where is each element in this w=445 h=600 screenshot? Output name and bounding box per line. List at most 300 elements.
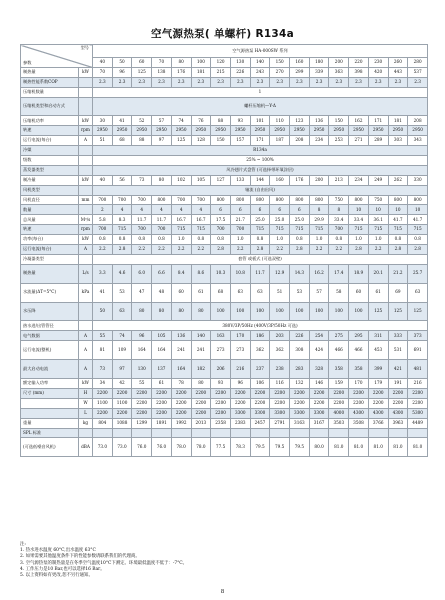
model-cell: 120	[211, 58, 231, 68]
table-cell: 0.8	[191, 235, 211, 245]
table-cell: 2200	[329, 398, 349, 408]
table-cell: 191	[388, 379, 408, 389]
table-cell: 2.2	[152, 245, 172, 255]
table-cell: 41.7	[388, 215, 408, 225]
table-cell: 81.0	[408, 438, 428, 457]
table-cell: 398	[349, 67, 369, 77]
table-cell: 2200	[191, 388, 211, 398]
table-cell: 93	[211, 379, 231, 389]
row-label: 水流量(ΔT=5°C)	[21, 283, 79, 302]
table-cell: 2950	[329, 126, 349, 136]
row-unit: A	[79, 136, 93, 146]
table-cell: 289	[368, 136, 388, 146]
table-cell: 2200	[408, 388, 428, 398]
table-cell: 2200	[368, 388, 388, 398]
table-cell: 77.5	[211, 438, 231, 457]
table-cell: 2200	[250, 388, 270, 398]
table-cell: 2.2	[93, 245, 113, 255]
table-cell: 237	[250, 360, 270, 379]
table-cell: 2.3	[270, 77, 290, 87]
table-cell: 2200	[329, 388, 349, 398]
table-cell: 700	[93, 225, 113, 235]
table-cell: 63	[250, 283, 270, 302]
table-row	[21, 146, 428, 156]
note-item: 2. 如果需要其他温度条件下的性能参数请联系我们的代理商。	[20, 554, 140, 560]
table-row	[21, 77, 428, 87]
table-cell: 80	[152, 175, 172, 185]
row-label: 级数	[21, 156, 79, 166]
table-cell: 79.5	[290, 438, 310, 457]
table-cell: 234	[349, 175, 369, 185]
table-cell: 3300	[250, 408, 270, 418]
page-number: 8	[220, 589, 225, 595]
table-row	[21, 67, 428, 77]
table-cell: 2950	[230, 126, 250, 136]
table-cell: 76	[191, 116, 211, 126]
table-cell: 420	[368, 67, 388, 77]
table-cell: 421	[388, 360, 408, 379]
table-cell: 443	[388, 67, 408, 77]
table-cell: 4	[132, 205, 152, 215]
table-cell: 208	[408, 116, 428, 126]
table-cell: 187	[270, 136, 290, 146]
table-cell	[132, 428, 152, 438]
table-cell: 800	[270, 195, 290, 205]
table-cell: 2200	[309, 388, 329, 398]
row-unit: kW	[79, 175, 93, 185]
table-cell: 17.5	[211, 215, 231, 225]
table-cell: 213	[329, 175, 349, 185]
table-cell: 2200	[132, 398, 152, 408]
table-cell: 800	[408, 195, 428, 205]
table-cell: 181	[191, 67, 211, 77]
row-label: 功率(每台)	[21, 235, 79, 245]
table-row	[21, 156, 428, 166]
row-unit	[79, 97, 93, 116]
row-unit: mm	[79, 195, 93, 205]
row-span-value: 380V/3P/50Hz (400V/3P/50Hz 可选)	[93, 321, 428, 331]
table-cell: 3167	[309, 418, 329, 428]
row-label: 冷媒	[21, 146, 79, 156]
row-label: 压缩机功率	[21, 116, 79, 126]
table-cell: 4300	[388, 408, 408, 418]
table-cell: 76.0	[132, 438, 152, 457]
table-cell: 4	[112, 205, 132, 215]
table-cell: 74	[112, 331, 132, 341]
table-cell: 804	[93, 418, 113, 428]
table-cell: 81.0	[368, 438, 388, 457]
table-cell	[290, 428, 310, 438]
table-cell: 358	[329, 360, 349, 379]
table-cell: 2200	[230, 398, 250, 408]
table-cell: 10	[368, 205, 388, 215]
table-cell: 0.8	[211, 235, 231, 245]
row-label: 重量	[21, 418, 79, 428]
table-cell: 69	[388, 283, 408, 302]
table-cell: 186	[250, 331, 270, 341]
table-cell: 53	[112, 283, 132, 302]
table-row	[21, 205, 428, 215]
note-item: 4. 工作压力是10 Bar,也可以选择16 Bar。	[20, 566, 105, 572]
row-label: 风机直径	[21, 195, 79, 205]
table-cell: 150	[211, 136, 231, 146]
table-cell: 88	[211, 116, 231, 126]
table-cell: 2013	[191, 418, 211, 428]
table-cell: 299	[290, 67, 310, 77]
row-unit: M³/s	[79, 215, 93, 225]
table-cell	[250, 428, 270, 438]
table-cell: 715	[368, 225, 388, 235]
table-cell: 2.3	[250, 77, 270, 87]
table-cell: 311	[368, 331, 388, 341]
table-cell: 176	[171, 67, 191, 77]
table-cell: 453	[368, 341, 388, 360]
table-cell: 68	[112, 136, 132, 146]
note-item: 3. 空气源热泵的制热量是在冬季空气温度10°C下测定。环境最低温度不低于：-7°C。	[20, 560, 188, 566]
table-cell: 5.8	[93, 215, 113, 225]
row-unit	[79, 165, 93, 175]
table-cell: 226	[230, 67, 250, 77]
table-cell: 715	[171, 225, 191, 235]
table-cell: 4489	[408, 418, 428, 428]
table-cell: 1.0	[270, 235, 290, 245]
table-cell: 700	[132, 195, 152, 205]
table-row	[21, 165, 428, 175]
table-cell: 2.3	[132, 77, 152, 87]
table-cell: 0.8	[250, 235, 270, 245]
table-cell: 339	[309, 67, 329, 77]
table-cell: 2200	[290, 398, 310, 408]
table-cell: 399	[368, 360, 388, 379]
table-cell: 33.4	[329, 215, 349, 225]
row-span-value: 风冷翅片式盘管 (可选择带环氧涂层)	[93, 165, 428, 175]
table-cell: 93	[230, 116, 250, 126]
table-cell: 159	[329, 379, 349, 389]
table-cell: 2.2	[368, 245, 388, 255]
header-param-label: 参数	[23, 60, 32, 66]
table-cell: 6	[211, 205, 231, 215]
table-cell: 0.8	[152, 235, 172, 245]
row-unit	[79, 302, 93, 321]
table-cell: 2.3	[211, 77, 231, 87]
table-cell: 362	[270, 341, 290, 360]
row-span-value: 25% ~ 100%	[93, 156, 428, 166]
table-cell: 2200	[152, 408, 172, 418]
table-cell: 1088	[112, 418, 132, 428]
table-cell: 52	[132, 116, 152, 126]
table-cell: 0.8	[408, 235, 428, 245]
table-cell: 100	[270, 302, 290, 321]
table-row	[21, 136, 428, 146]
table-row	[21, 245, 428, 255]
model-cell: 40	[93, 58, 113, 68]
row-unit: dBA	[79, 438, 93, 457]
row-unit: rpm	[79, 225, 93, 235]
table-cell: 105	[191, 175, 211, 185]
table-cell: 2791	[270, 418, 290, 428]
table-cell: 715	[290, 225, 310, 235]
table-cell: 125	[132, 67, 152, 77]
table-cell: 100	[290, 302, 310, 321]
notes-heading: 注:	[20, 542, 26, 547]
table-cell: 2.3	[290, 77, 310, 87]
table-cell: 0.8	[329, 235, 349, 245]
table-cell: 343	[408, 136, 428, 146]
table-cell: 1992	[171, 418, 191, 428]
table-cell: 1100	[112, 398, 132, 408]
table-cell: 128	[191, 136, 211, 146]
table-cell: 60	[171, 283, 191, 302]
table-cell: 157	[230, 136, 250, 146]
table-cell: 2200	[112, 408, 132, 418]
table-cell: 163	[211, 331, 231, 341]
table-cell: 144	[250, 175, 270, 185]
table-cell: 308	[290, 341, 310, 360]
row-unit: L/s	[79, 264, 93, 283]
table-cell: 2200	[93, 408, 113, 418]
row-label: 尺寸 (mm)	[21, 388, 79, 398]
table-cell: 60	[349, 283, 369, 302]
table-cell: 2200	[388, 398, 408, 408]
table-cell	[191, 428, 211, 438]
table-row	[21, 264, 428, 283]
series-header: 空气源热泵 HA-000SW 系列	[93, 45, 428, 58]
table-cell: 2200	[152, 398, 172, 408]
table-cell: 700	[329, 225, 349, 235]
table-cell: 424	[309, 341, 329, 360]
row-label: 风机类型	[21, 185, 79, 195]
table-cell: 700	[93, 195, 113, 205]
row-unit: kg	[79, 418, 93, 428]
table-cell: 2200	[270, 388, 290, 398]
table-cell: 17.4	[329, 264, 349, 283]
table-cell: 715	[349, 225, 369, 235]
table-cell: 243	[250, 67, 270, 77]
table-cell: 2200	[211, 398, 231, 408]
row-label: 制热性能系数COP	[21, 77, 79, 87]
table-cell: 55	[132, 379, 152, 389]
row-unit	[79, 146, 93, 156]
table-cell: 80	[132, 302, 152, 321]
table-cell: 127	[211, 175, 231, 185]
table-row	[21, 428, 428, 438]
table-cell: 63	[112, 302, 132, 321]
table-cell: 715	[408, 225, 428, 235]
table-cell: 2950	[93, 126, 113, 136]
row-label: 数量	[21, 205, 79, 215]
table-cell: 5300	[408, 408, 428, 418]
table-cell	[230, 428, 250, 438]
table-cell: 21.7	[230, 215, 250, 225]
table-cell: 101	[250, 116, 270, 126]
table-row	[21, 398, 428, 408]
table-cell: 8.4	[171, 264, 191, 283]
table-row	[21, 302, 428, 321]
table-cell: 373	[408, 331, 428, 341]
table-cell: 2.2	[132, 245, 152, 255]
row-span-value: 1	[93, 87, 428, 97]
row-label: 转速	[21, 126, 79, 136]
table-cell: 137	[152, 360, 172, 379]
row-unit: A	[79, 245, 93, 255]
table-cell: 138	[152, 67, 172, 77]
table-cell: 74	[171, 116, 191, 126]
row-unit: A	[79, 360, 93, 379]
table-cell: 130	[132, 360, 152, 379]
row-unit: A	[79, 331, 93, 341]
table-cell: 2.2	[191, 245, 211, 255]
table-cell: 2950	[349, 126, 369, 136]
table-cell: 715	[388, 225, 408, 235]
table-cell: 57	[309, 283, 329, 302]
table-cell: 2.3	[349, 77, 369, 87]
table-cell: 1100	[93, 398, 113, 408]
table-row	[21, 215, 428, 225]
table-cell: 750	[368, 195, 388, 205]
table-cell: 2950	[408, 126, 428, 136]
row-span-value: 螺杆压缩机—Y-Δ	[93, 97, 428, 116]
table-cell: 2950	[368, 126, 388, 136]
table-cell: 750	[329, 195, 349, 205]
table-cell: 136	[309, 116, 329, 126]
table-cell: 6	[230, 205, 250, 215]
table-cell: 531	[388, 341, 408, 360]
table-cell: 208	[290, 136, 310, 146]
table-cell: 1299	[132, 418, 152, 428]
table-cell: 715	[270, 225, 290, 235]
header-model-label: 型号	[80, 45, 89, 50]
table-row	[21, 225, 428, 235]
table-cell: 2.3	[309, 77, 329, 87]
table-cell: 2200	[171, 388, 191, 398]
model-cell: 100	[191, 58, 211, 68]
table-cell: 700	[132, 225, 152, 235]
table-cell: 2950	[191, 126, 211, 136]
table-cell: 81.0	[388, 438, 408, 457]
row-label: 制热量	[21, 264, 79, 283]
table-cell: 2	[93, 205, 113, 215]
table-cell: 100	[211, 302, 231, 321]
table-cell: 254	[309, 331, 329, 341]
table-cell: 363	[329, 67, 349, 77]
table-cell: 25.0	[250, 215, 270, 225]
header-corner	[21, 45, 93, 68]
table-row	[21, 116, 428, 126]
table-cell: 715	[112, 225, 132, 235]
table-cell: 181	[388, 116, 408, 126]
table-cell: 2200	[171, 408, 191, 418]
table-cell: 2.2	[309, 245, 329, 255]
model-cell: 70	[152, 58, 172, 68]
table-cell: 80	[191, 379, 211, 389]
table-cell: 4.6	[112, 264, 132, 283]
table-cell: 295	[349, 331, 369, 341]
table-cell: 73	[132, 175, 152, 185]
note-item: 1. 热水进水温度 60°C,出水温度 63°C	[20, 548, 96, 554]
table-cell: 800	[152, 195, 172, 205]
table-cell	[368, 428, 388, 438]
table-cell: 2.8	[211, 245, 231, 255]
table-cell: 2200	[132, 408, 152, 418]
table-cell: 2950	[152, 126, 172, 136]
table-cell: 226	[290, 331, 310, 341]
table-cell: 328	[309, 360, 329, 379]
table-cell: 10.3	[211, 264, 231, 283]
table-cell: 2.3	[368, 77, 388, 87]
table-cell: 73	[93, 360, 113, 379]
table-row	[21, 321, 428, 331]
row-unit	[79, 77, 93, 87]
table-cell: 136	[171, 331, 191, 341]
table-cell: 362	[250, 341, 270, 360]
table-cell: 241	[171, 341, 191, 360]
table-cell: 57	[152, 116, 172, 126]
model-cell: 140	[250, 58, 270, 68]
row-label: 压缩机数量	[21, 87, 79, 97]
table-row	[21, 379, 428, 389]
table-cell	[388, 428, 408, 438]
table-cell: 171	[368, 116, 388, 126]
table-cell: 0.8	[112, 235, 132, 245]
model-cell: 180	[309, 58, 329, 68]
table-cell: 2.3	[93, 77, 113, 87]
table-cell: 78.0	[171, 438, 191, 457]
table-cell: 3300	[309, 408, 329, 418]
table-cell: 73.0	[93, 438, 113, 457]
table-cell: 29.9	[309, 215, 329, 225]
table-cell: 2.3	[191, 77, 211, 87]
table-cell: 8	[329, 205, 349, 215]
row-unit	[79, 205, 93, 215]
table-cell: 2.8	[290, 245, 310, 255]
table-cell: 0.8	[290, 235, 310, 245]
table-cell: 41.7	[408, 215, 428, 225]
table-cell: 3503	[329, 418, 349, 428]
row-label: 蒸发器类型	[21, 165, 79, 175]
table-cell: 241	[191, 341, 211, 360]
table-cell: 3300	[290, 408, 310, 418]
table-cell: 2950	[250, 126, 270, 136]
row-unit: kW	[79, 379, 93, 389]
table-cell: 96	[230, 379, 250, 389]
table-cell: 162	[349, 116, 369, 126]
table-cell: 2.8	[349, 245, 369, 255]
table-cell: 249	[368, 175, 388, 185]
table-cell: 2200	[171, 398, 191, 408]
table-cell: 2.2	[171, 245, 191, 255]
table-cell: 79.5	[250, 438, 270, 457]
table-cell: 2950	[388, 126, 408, 136]
table-cell: 3766	[368, 418, 388, 428]
table-cell: 2200	[309, 398, 329, 408]
row-span-value: R134a	[93, 146, 428, 156]
table-cell: 171	[250, 136, 270, 146]
table-cell: 700	[191, 195, 211, 205]
table-cell: 41	[112, 116, 132, 126]
table-cell: 133	[230, 175, 250, 185]
table-cell: 1.0	[230, 235, 250, 245]
table-cell: 283	[290, 360, 310, 379]
table-cell: 116	[270, 379, 290, 389]
table-row	[21, 418, 428, 428]
model-cell: 150	[270, 58, 290, 68]
table-cell: 2.3	[152, 77, 172, 87]
row-span-value: 套管 或板式 (可选双壁)	[93, 254, 428, 264]
row-unit	[79, 428, 93, 438]
table-cell: 3963	[388, 418, 408, 428]
table-cell: 18.9	[349, 264, 369, 283]
model-cell: 50	[112, 58, 132, 68]
